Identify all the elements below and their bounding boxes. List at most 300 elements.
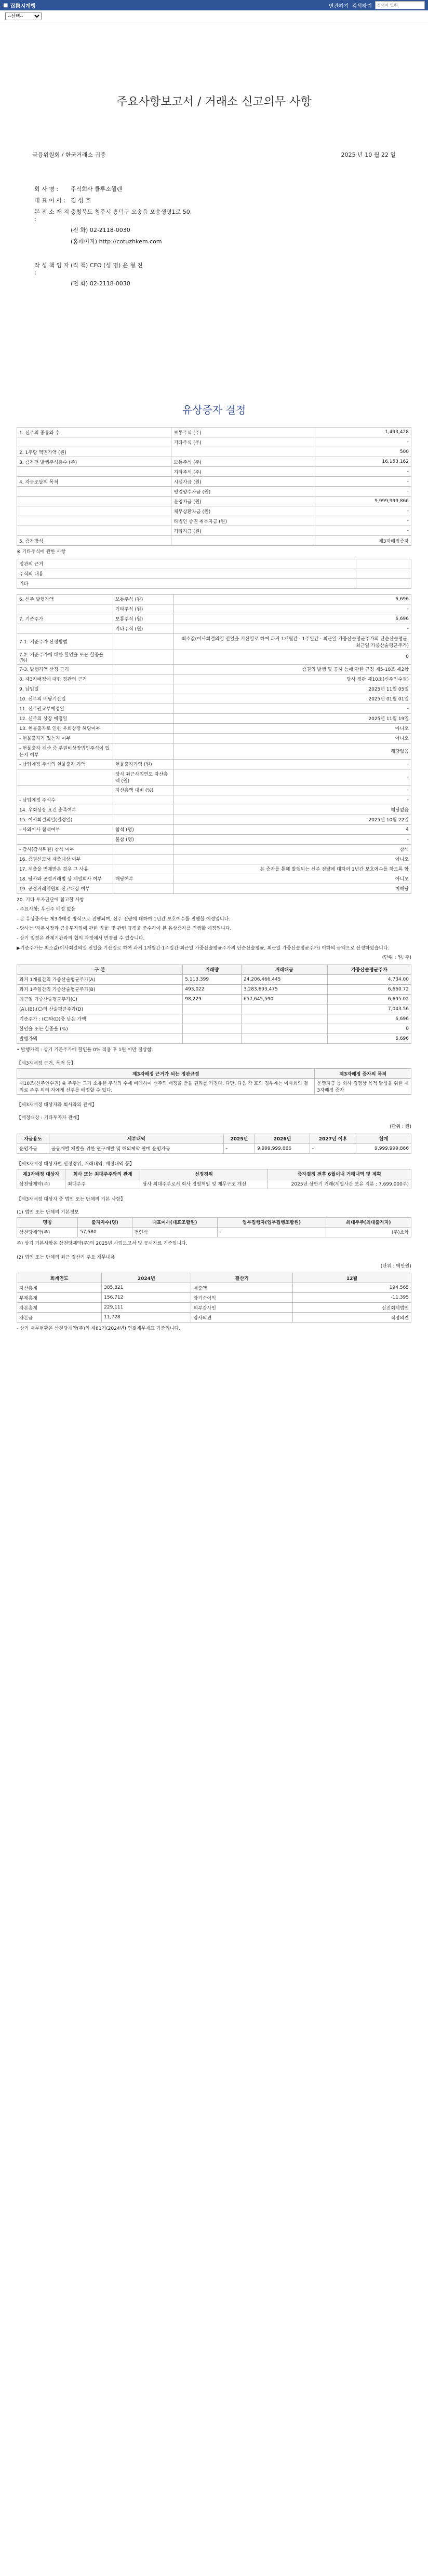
table-cell: 적정의견 xyxy=(293,1313,411,1323)
table-cell xyxy=(113,795,173,805)
table-cell xyxy=(241,1034,327,1043)
table-cell xyxy=(113,733,173,743)
table-cell xyxy=(17,516,171,526)
table-cell: 아니오 xyxy=(173,733,411,743)
table-cell: 7. 기준주가 xyxy=(17,614,113,624)
table-cell: 500 xyxy=(315,447,411,457)
table-cell xyxy=(241,1014,327,1024)
table-cell: - xyxy=(217,1227,326,1237)
table-row xyxy=(17,844,411,854)
unit-label-2: (단위 : 원) xyxy=(390,1124,411,1130)
note-line: - 당사는 '자본시장과 금융투자업에 관한 법률' 및 관련 규정을 준수하여 본 유상증자를 진행할 예정입니다. xyxy=(17,926,232,932)
table-row xyxy=(17,1004,411,1014)
table-cell: 385,821 xyxy=(102,1283,191,1293)
table-header-cell: 세부내역 xyxy=(49,1134,223,1144)
table-cell: 10. 신주의 배당기산일 xyxy=(17,694,113,704)
table-row xyxy=(17,884,411,893)
info-value: (홈페이지) http://cotuzhkem.com xyxy=(71,238,162,245)
table-cell: 제3자배정증자 xyxy=(315,536,411,546)
table-row xyxy=(17,684,411,694)
table-cell: 기준주가 : (C)와(D)중 낮은 가액 xyxy=(17,1014,183,1024)
table-header-cell: 선정경위 xyxy=(140,1169,268,1179)
table-header-cell: 제3자배정 대상자 xyxy=(17,1169,65,1179)
table-cell xyxy=(356,569,411,578)
table-header-cell: 2027년 이후 xyxy=(310,1134,356,1144)
table-cell: 운영자금 (원) xyxy=(171,497,315,506)
table-row xyxy=(17,854,411,864)
table-cell: 전인석 xyxy=(132,1227,217,1237)
table-cell xyxy=(113,815,173,824)
table-cell: 0 xyxy=(327,1024,411,1034)
info-value: 주식회사 클루소헬렌 xyxy=(71,186,123,192)
table-cell: 삼천당제약(주) xyxy=(17,1179,65,1189)
table-cell: - 사외이사 참석여부 xyxy=(17,824,113,834)
table-row xyxy=(17,1014,411,1024)
info-key: 대 표 이 사 : xyxy=(34,197,66,204)
table-row xyxy=(17,984,411,994)
table-cell: - xyxy=(315,506,411,516)
table-row xyxy=(17,743,411,759)
table-cell: - xyxy=(315,526,411,536)
table-cell: 기타주식 (원) xyxy=(113,624,173,633)
table-cell: 2. 1주당 액면가액 (원) xyxy=(17,447,171,457)
table-cell: 불참 (명) xyxy=(113,834,173,844)
table-row xyxy=(17,1283,411,1293)
table-header-cell: 제3자배정 증자의 목적 xyxy=(315,1069,411,1079)
table-cell: - xyxy=(315,477,411,487)
table-cell: 57,580 xyxy=(78,1227,132,1237)
table-cell: 제10조(신주인수권) ④ 주주는 그가 소유한 주식의 수에 비례하여 신주의 배정을 받을 권리를 가진다. 다만, 다음 각 호의 경우에는 이사회의 결의로 주주 외의 자에게 신주를 배정할 수 있다. xyxy=(17,1079,315,1095)
table-row xyxy=(17,633,411,650)
table-cell: 11,728 xyxy=(102,1313,191,1323)
table-cell: 98,229 xyxy=(183,994,242,1004)
table-cell xyxy=(183,1014,242,1024)
table-cell: 당사 정관 제10조(신주인수권) xyxy=(173,674,411,684)
table-cell: 기타 xyxy=(17,578,356,588)
table-row xyxy=(17,664,411,674)
table-cell: 6,695.02 xyxy=(327,994,411,1004)
price-note: ▶기준주가는 최소값(이사회결의일 전일을 기산일로 하여 과거 1개월간·1주일간·최근일 가중산술평균주가의 단순산술평균, 최근일 가중산술평균주가) 이하의 금액으로 산정하였습니다. xyxy=(17,945,390,951)
table-header-cell: 회계연도 xyxy=(17,1273,102,1283)
table-cell xyxy=(17,506,171,516)
table-cell xyxy=(113,713,173,723)
search-button[interactable]: 검색하기 xyxy=(352,3,372,9)
table-cell: 14. 우회상장 요건 충족여부 xyxy=(17,805,113,815)
table-header-cell: 최대주주(최대출자자) xyxy=(326,1217,411,1227)
table-row xyxy=(17,624,411,633)
addressee: 금융위원회 / 한국거래소 귀중 xyxy=(32,151,106,158)
table-cell xyxy=(17,769,113,785)
fin-label: (2) 법인 또는 단체의 최근 결산기 주요 재무내용 xyxy=(17,1255,115,1260)
brand-icon: ■ xyxy=(3,2,8,8)
table-cell: 6,660.72 xyxy=(327,984,411,994)
brand[interactable] xyxy=(3,2,35,9)
table-cell: - 납입예정 주식의 현물출자 가액 xyxy=(17,759,113,769)
table-cell xyxy=(356,559,411,569)
search-input[interactable] xyxy=(375,1,425,9)
note-line: 20. 기타 투자판단에 참고할 사항 xyxy=(17,897,85,903)
table-cell: 0 xyxy=(173,650,411,664)
table-cell: 매출액 xyxy=(191,1283,293,1293)
table-row xyxy=(17,1179,411,1189)
table-row xyxy=(17,864,411,874)
table-row xyxy=(17,1024,411,1034)
table-cell: 발행가액 xyxy=(17,1034,183,1043)
table-row xyxy=(17,1144,411,1153)
table-cell xyxy=(17,487,171,497)
top-tools xyxy=(329,1,425,9)
table-row xyxy=(17,1227,411,1237)
table-cell: - 납입예정 주식수 xyxy=(17,795,113,805)
table-header-cell: 결산기 xyxy=(191,1273,293,1283)
table-row xyxy=(17,559,411,569)
table-header-cell: 명칭 xyxy=(17,1217,78,1227)
table-cell: 주식의 내용 xyxy=(17,569,356,578)
table-cell: 해당없음 xyxy=(173,805,411,815)
table-header-cell: 거래량 xyxy=(183,965,242,974)
table-header-cell: 자금용도 xyxy=(17,1134,49,1144)
table-row xyxy=(17,437,411,447)
target-label-2: 【배정대상 : 기타투자자 관계】 xyxy=(17,1115,82,1121)
table-cell: 2025년 10월 22일 xyxy=(173,815,411,824)
table-cell: 보통주식 (원) xyxy=(113,614,173,624)
table-header-cell: 2026년 xyxy=(255,1134,310,1144)
table-cell: 3,283,693,475 xyxy=(241,984,327,994)
table-cell: 16,153,162 xyxy=(315,457,411,467)
table-cell: - xyxy=(310,1144,356,1153)
table-header-row xyxy=(17,1273,411,1283)
table-cell: 영업양수자금 (원) xyxy=(171,487,315,497)
table-cell xyxy=(183,1024,242,1034)
info-row xyxy=(34,196,411,204)
table-cell: 정관의 근거 xyxy=(17,559,356,569)
table-header-cell: 출자자수(명) xyxy=(78,1217,132,1227)
unit-label-3: (단위 : 백만원) xyxy=(380,1263,411,1269)
info-value: (전 화) 02-2118-0030 xyxy=(71,280,130,287)
table-row xyxy=(17,526,411,536)
table-cell: 과거 1주일간의 가중산술평균주가(B) xyxy=(17,984,183,994)
table-cell: 19. 공정거래위원회 신고대상 여부 xyxy=(17,884,113,893)
table-header-cell: 업무집행자(업무집행조합원) xyxy=(217,1217,326,1227)
table-cell: - xyxy=(173,769,411,785)
table-cell: 5. 증자방식 xyxy=(17,536,171,546)
table-cell xyxy=(17,834,113,844)
table-cell: 9,999,999,866 xyxy=(356,1144,411,1153)
table-cell: 현물출자가액 (원) xyxy=(113,759,173,769)
table-row xyxy=(17,723,411,733)
table-cell: 운영자금 xyxy=(17,1144,49,1153)
info-key: 작 성 책 임 자 : xyxy=(34,262,70,276)
note-line: - 본 유상증자는 제3자배정 방식으로 진행되며, 신주 전량에 대하여 1년간 보호예수를 진행할 예정입니다. xyxy=(17,916,231,922)
table-terms xyxy=(17,594,411,894)
table-cell: 2025년 11월 05일 xyxy=(173,684,411,694)
table-row xyxy=(17,1313,411,1323)
table-cell xyxy=(113,743,173,759)
table-cell: 4 xyxy=(173,824,411,834)
table-cell: 7-1. 기준주가 산정방법 xyxy=(17,633,113,650)
table-cell: 9. 납입일 xyxy=(17,684,113,694)
table-other-stock xyxy=(17,559,411,589)
table-cell: - xyxy=(173,834,411,844)
table-cell: 당기순이익 xyxy=(191,1293,293,1303)
table-cell: - 감사(감사위원) 참석 여부 xyxy=(17,844,113,854)
table-row xyxy=(17,569,411,578)
table-cell: 부채총계 xyxy=(17,1293,102,1303)
table-header-cell: 12월 xyxy=(293,1273,411,1283)
info-key: 회 사 명 : xyxy=(34,186,59,192)
table-cell: 아니오 xyxy=(173,874,411,884)
table-row xyxy=(17,824,411,834)
table-offer xyxy=(17,427,411,546)
info-value: (전 화) 02-2118-0030 xyxy=(71,227,130,233)
table-cell: -11,395 xyxy=(293,1293,411,1303)
recent-button[interactable]: 연관하기 xyxy=(328,3,349,9)
table-header-cell: 합계 xyxy=(356,1134,411,1144)
table-header-cell: 2025년 xyxy=(223,1134,255,1144)
table-cell: 신진회계법인 xyxy=(293,1303,411,1313)
table-row xyxy=(17,536,411,546)
basis-label: 【제3자배정 근거, 목적 등】 xyxy=(17,1061,76,1067)
contact-info xyxy=(34,261,411,287)
table-cell: 2025년 상반기 거래(계열사간 보유 지분 : 7,699,000주) xyxy=(268,1179,411,1189)
table-cell: 15. 이사회결의일(결정일) xyxy=(17,815,113,824)
company-info xyxy=(34,185,411,245)
table-cell: 자본총계 xyxy=(17,1303,102,1313)
table-cell: 운영자금 등 회사 경영상 목적 달성을 위한 제3자배정 증자 xyxy=(315,1079,411,1095)
doc-meta xyxy=(32,150,396,159)
table-row xyxy=(17,1034,411,1043)
table-cell: 감사의견 xyxy=(191,1313,293,1323)
table-header-cell: 증자결정 전후 6월이내 거래내역 및 계획 xyxy=(268,1169,411,1179)
table-row xyxy=(17,834,411,844)
table-cell xyxy=(113,805,173,815)
corp-label: 【제3자배정 대상자 중 법인 또는 단체의 기본 사항】 xyxy=(17,1196,125,1202)
table-cell xyxy=(17,624,113,633)
unit-label-1: (단위 : 원, 주) xyxy=(382,955,411,961)
info-row xyxy=(34,261,411,276)
info-value: 김 성 호 xyxy=(71,197,91,204)
table-cell: - 현물출자 재산 중 주권비상장법인주식이 있는지 여부 xyxy=(17,743,113,759)
table-cell xyxy=(113,854,173,864)
table-cell xyxy=(113,723,173,733)
table-cell xyxy=(113,864,173,874)
table-cell: 증권의 발행 및 공시 등에 관한 규정 제5-18조 제2항 xyxy=(173,664,411,674)
table-cell: 기타주식 (원) xyxy=(113,604,173,614)
table-cell: 11. 신주권교부예정일 xyxy=(17,704,113,713)
table-cell: 채무상환자금 (원) xyxy=(171,506,315,516)
info-value: 충청북도 청주시 흥덕구 오송읍 오송생명1로 50, xyxy=(71,209,192,215)
table-row xyxy=(17,785,411,795)
table-row xyxy=(17,447,411,457)
table-row xyxy=(17,994,411,1004)
table-cell: - 현물출자가 있는지 여부 xyxy=(17,733,113,743)
table-cell: 외부감사인 xyxy=(191,1303,293,1313)
doc-title: 주요사항보고서 / 거래소 신고의무 사항 xyxy=(116,95,312,108)
table-row xyxy=(17,1303,411,1313)
table-cell: 참석 xyxy=(173,844,411,854)
table-header-cell: 2024년 xyxy=(102,1273,191,1283)
table-row xyxy=(17,974,411,984)
table-cell xyxy=(113,704,173,713)
table-cell: (주)소화 xyxy=(326,1227,411,1237)
table-alloc xyxy=(17,1169,411,1189)
table-cell xyxy=(183,1034,242,1043)
table-cell: 기타주식 (주) xyxy=(171,467,315,477)
table-cell: 할인율 또는 할증율 (%) xyxy=(17,1024,183,1034)
table-cell xyxy=(17,497,171,506)
table-cell: 보통주식 (주) xyxy=(171,428,315,437)
table-cell: 2025년 11월 19일 xyxy=(173,713,411,723)
table-row xyxy=(17,1079,411,1095)
table-row xyxy=(17,713,411,723)
table-cell: 최소값(이사회결의일 전일을 기산일로 하여 과거 1개월간 · 1주일간 · 최근일 가중산술평균주가의 단순산술평균, 최근일 가중산술평균주가) xyxy=(173,633,411,650)
table-cell: - xyxy=(173,759,411,769)
table-cell: (A),(B),(C)의 산술평균주가(D) xyxy=(17,1004,183,1014)
table-cell: - xyxy=(173,785,411,795)
table-cell: 시설자금 (원) xyxy=(171,477,315,487)
table-cell: 3. 증자전 발행주식총수 (주) xyxy=(17,457,171,467)
table-cell: 자산총액 대비 (%) xyxy=(113,785,173,795)
table-cell: 자산총계 xyxy=(17,1283,102,1293)
info-key xyxy=(34,279,71,287)
main-title: 유상증자 결정 xyxy=(182,404,246,416)
table-cell: - xyxy=(315,516,411,526)
table-cell: 해당없음 xyxy=(173,743,411,759)
footnote: 주) 상기 기본사항은 삼천당제약(주)의 2025년 사업보고서 및 공시자료 기준입니다. xyxy=(17,1241,188,1246)
table-row xyxy=(17,614,411,624)
table-cell: 자본금 xyxy=(17,1313,102,1323)
table-cell: 12. 신주의 상장 예정일 xyxy=(17,713,113,723)
table-cell: 타법인 증권 취득자금 (원) xyxy=(171,516,315,526)
table-cell xyxy=(113,884,173,893)
table-cell xyxy=(113,844,173,854)
table-header-cell: 제3자배정 근거가 되는 정관규정 xyxy=(17,1069,315,1079)
table-cell: 493,022 xyxy=(183,984,242,994)
table-cell: 9,999,999,866 xyxy=(255,1144,310,1153)
table-cell xyxy=(17,467,171,477)
table-cell: 미해당 xyxy=(173,884,411,893)
table-row xyxy=(17,457,411,467)
note-line: - 주요사항: 우선주 배정 없음 xyxy=(17,907,76,913)
table-cell: - xyxy=(173,604,411,614)
table-cell: - xyxy=(315,467,411,477)
report-select[interactable] xyxy=(5,12,42,20)
doc-date: 2025 년 10 월 22 일 xyxy=(341,151,396,158)
table-cell xyxy=(171,536,315,546)
table-cell xyxy=(183,1004,242,1014)
alloc-label: 【제3자배정 대상자별 선정경위, 거래내역, 배정내역 등】 xyxy=(17,1161,135,1167)
table-cell: - xyxy=(315,437,411,447)
table-cell: - xyxy=(173,795,411,805)
table-cell: 9,999,999,866 xyxy=(315,497,411,506)
document xyxy=(17,22,411,1332)
table-cell xyxy=(17,437,171,447)
info-row xyxy=(34,185,411,193)
table-cell: 8. 제3자배정에 대한 정관의 근거 xyxy=(17,674,113,684)
table-cell: 7-3. 발행가액 산정 근거 xyxy=(17,664,113,674)
table-use xyxy=(17,1134,411,1154)
table-cell: 24,206,466,445 xyxy=(241,974,327,984)
table-cell xyxy=(171,447,315,457)
table-row xyxy=(17,497,411,506)
table-header-cell: 구 분 xyxy=(17,965,183,974)
top-bar xyxy=(0,0,428,10)
table-row xyxy=(17,815,411,824)
table-header-cell: 회사 또는 최대주주와의 관계 xyxy=(65,1169,140,1179)
table-cell: 4,734.00 xyxy=(327,974,411,984)
table-cell: 16. 증권신고서 제출대상 여부 xyxy=(17,854,113,864)
table-cell: 보통주식 (주) xyxy=(171,457,315,467)
table-cell: 기타주식 (주) xyxy=(171,437,315,447)
table-cell: - xyxy=(223,1144,255,1153)
table-cell: 1. 신주의 종류와 수 xyxy=(17,428,171,437)
table-cell: - xyxy=(315,487,411,497)
table-cell: 기타자금 (원) xyxy=(171,526,315,536)
table-cell: 13. 현물출자로 인한 우회상장 해당여부 xyxy=(17,723,113,733)
table-corp xyxy=(17,1217,411,1237)
table-basis xyxy=(17,1068,411,1095)
table-cell xyxy=(17,785,113,795)
table-cell: 4. 자금조달의 목적 xyxy=(17,477,171,487)
table-cell: 당사 최대주주로서 회사 경영책임 및 재무구조 개선 xyxy=(140,1179,268,1189)
table-header-row xyxy=(17,965,411,974)
table-cell: 6,696 xyxy=(327,1034,411,1043)
table-cell: 7-2. 기준주가에 대한 할인율 또는 할증율 (%) xyxy=(17,650,113,664)
table-cell: 아니오 xyxy=(173,723,411,733)
table-cell xyxy=(113,650,173,664)
table-cell: 2025년 01월 01일 xyxy=(173,694,411,704)
table-row xyxy=(17,578,411,588)
table-header-row xyxy=(17,1069,411,1079)
table-cell: 당사 최근사업연도 자산총액 (원) xyxy=(113,769,173,785)
table-row xyxy=(17,694,411,704)
table-cell: 18. 당사와 공정거래법 상 계열회사 여부 xyxy=(17,874,113,884)
other-stock-note: ※ 기타주식에 관한 사항 xyxy=(17,549,66,555)
table-cell xyxy=(113,674,173,684)
table-row xyxy=(17,704,411,713)
table-header-cell: 대표이사(대표조합원) xyxy=(132,1217,217,1227)
table-cell: 본 증자를 통해 발행되는 신주 전량에 대하여 1년간 보호예수를 하도록 함 xyxy=(173,864,411,874)
table-cell: 229,111 xyxy=(102,1303,191,1313)
table-cell: 5,113,399 xyxy=(183,974,242,984)
table-cell: 아니오 xyxy=(173,854,411,864)
table-row xyxy=(17,487,411,497)
table-cell xyxy=(356,578,411,588)
table-row xyxy=(17,516,411,526)
target-label: 【제3자배정 대상자와 회사와의 관계】 xyxy=(17,1103,97,1108)
table-row xyxy=(17,733,411,743)
table-cell: 삼천당제약(주) xyxy=(17,1227,78,1237)
table-cell: - xyxy=(173,704,411,713)
table-row xyxy=(17,759,411,769)
table-cell: 17. 제출을 면제받은 경우 그 사유 xyxy=(17,864,113,874)
table-cell: 과거 1개월간의 가중산술평균주가(A) xyxy=(17,974,183,984)
table-row xyxy=(17,594,411,604)
table-price xyxy=(17,965,411,1044)
table-cell xyxy=(17,526,171,536)
table-cell: 6,696 xyxy=(173,614,411,624)
final-note: - 상기 재무현황은 삼천당제약(주)의 제81기(2024년) 연결재무제표 기준입니다. xyxy=(17,1326,181,1332)
info-key xyxy=(34,237,71,245)
table-cell xyxy=(113,684,173,694)
table-cell: 6,696 xyxy=(327,1014,411,1024)
info-row xyxy=(34,226,411,234)
info-key: 본 점 소 재 지 : xyxy=(34,209,70,223)
table-cell: 해당여부 xyxy=(113,874,173,884)
table-row xyxy=(17,1293,411,1303)
table-cell: - xyxy=(173,624,411,633)
info-row xyxy=(34,237,411,245)
